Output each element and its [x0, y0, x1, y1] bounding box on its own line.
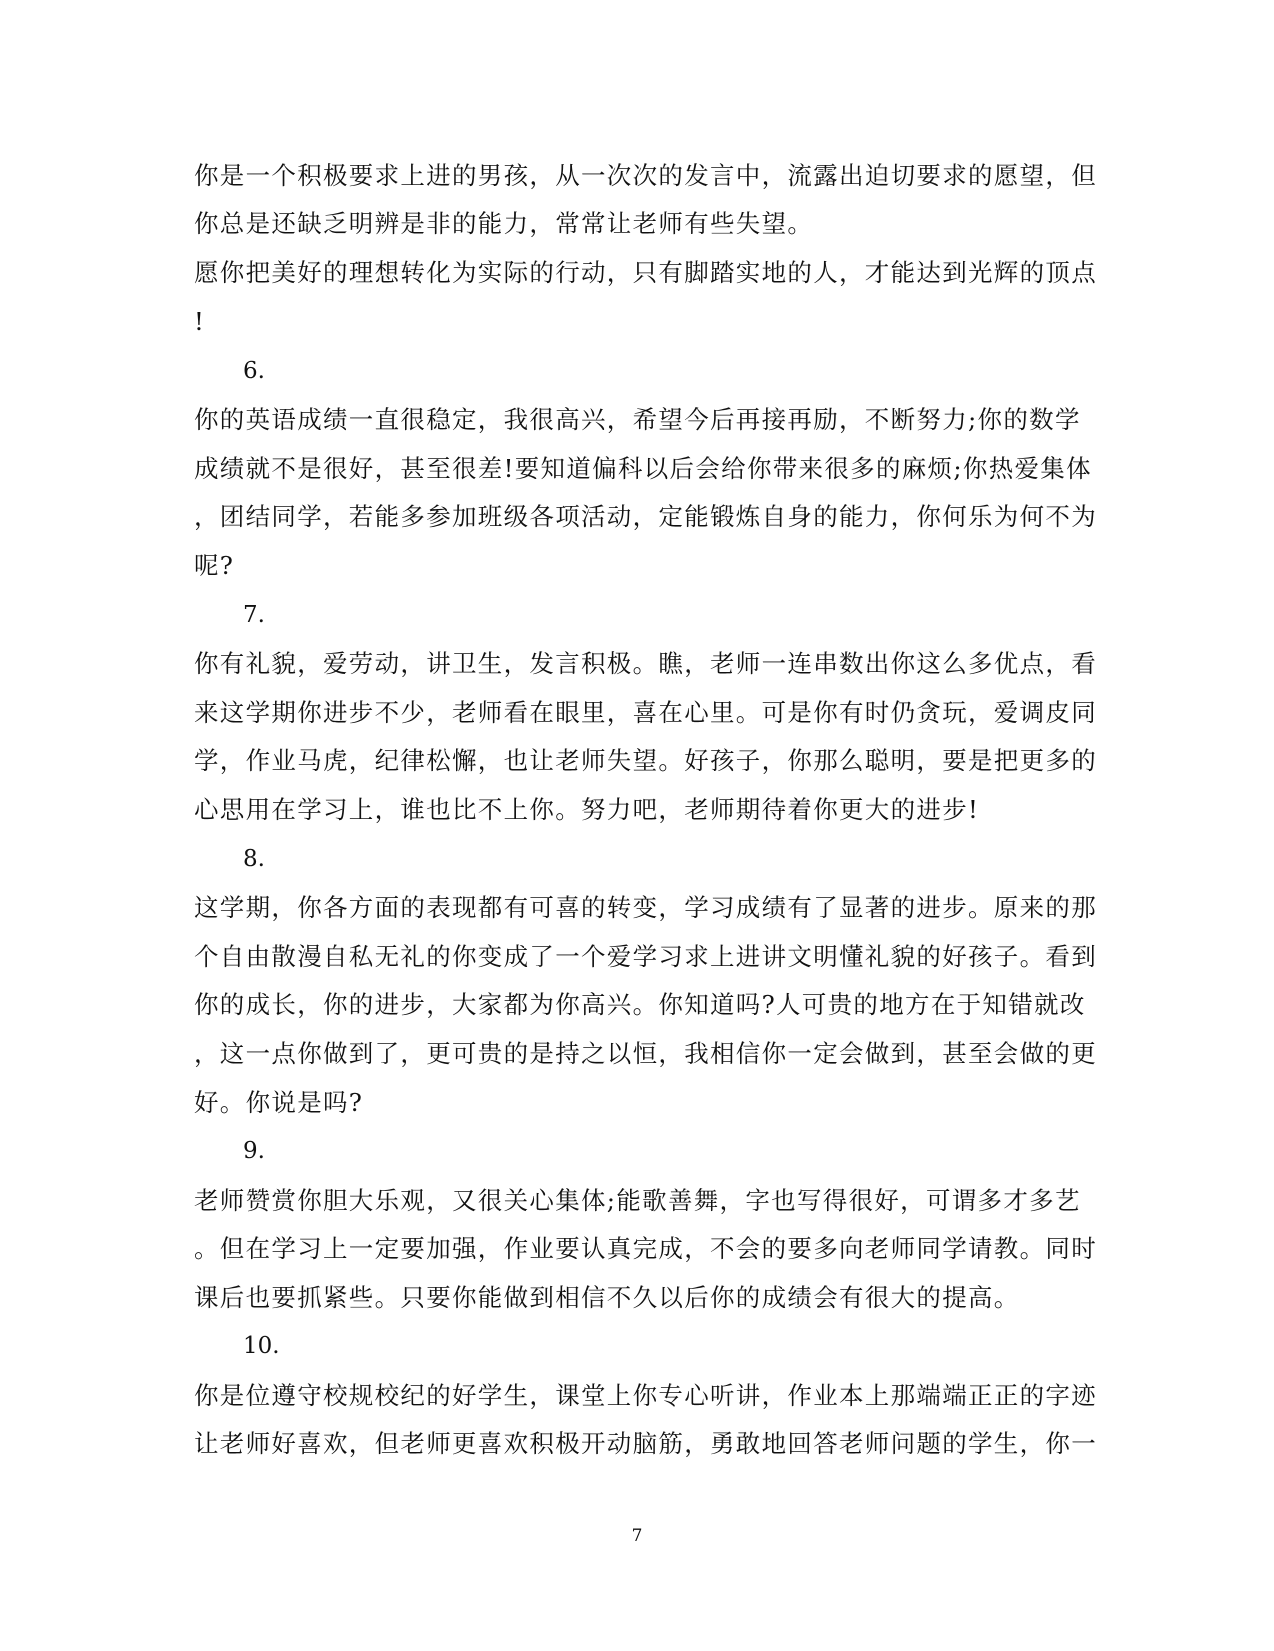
- text-line: 让老师好喜欢，但老师更喜欢积极开动脑筋，勇敢地回答老师问题的学生，你一: [194, 1429, 1097, 1458]
- item-number: 8.: [243, 846, 265, 872]
- text-line: 你是一个积极要求上进的男孩，从一次次的发言中，流露出迫切要求的愿望，但: [194, 161, 1097, 190]
- text-line: 学，作业马虎，纪律松懈，也让老师失望。好孩子，你那么聪明，要是把更多的: [194, 746, 1097, 775]
- item-number: 6.: [243, 358, 265, 384]
- text-line: ，这一点你做到了，更可贵的是持之以恒，我相信你一定会做到，甚至会做的更: [194, 1039, 1097, 1068]
- text-line: 这学期，你各方面的表现都有可喜的转变，学习成绩有了显著的进步。原来的那: [194, 893, 1097, 922]
- text-line: !: [194, 307, 206, 336]
- text-line: 好。你说是吗?: [194, 1088, 364, 1117]
- text-line: 你的成长，你的进步，大家都为你高兴。你知道吗?人可贵的地方在于知错就改: [194, 990, 1086, 1019]
- text-line: ，团结同学，若能多参加班级各项活动，定能锻炼自身的能力，你何乐为何不为: [194, 502, 1097, 531]
- text-line: 你有礼貌，爱劳动，讲卫生，发言积极。瞧，老师一连串数出你这么多优点，看: [194, 649, 1097, 678]
- text-line: 呢?: [194, 551, 235, 580]
- text-line: 个自由散漫自私无礼的你变成了一个爱学习求上进讲文明懂礼貌的好孩子。看到: [194, 942, 1097, 971]
- item-number: 10.: [243, 1333, 280, 1359]
- text-line: 。但在学习上一定要加强，作业要认真完成，不会的要多向老师同学请教。同时: [194, 1234, 1097, 1263]
- page-number: 7: [631, 1526, 643, 1546]
- text-line: 你是位遵守校规校纪的好学生，课堂上你专心听讲，作业本上那端端正正的字迹: [194, 1381, 1097, 1410]
- text-line: 你总是还缺乏明辨是非的能力，常常让老师有些失望。: [194, 209, 814, 238]
- text-line: 课后也要抓紧些。只要你能做到相信不久以后你的成绩会有很大的提高。: [194, 1283, 1020, 1312]
- text-line: 成绩就不是很好，甚至很差!要知道偏科以后会给你带来很多的麻烦;你热爱集体: [194, 454, 1092, 483]
- text-line: 心思用在学习上，谁也比不上你。努力吧，老师期待着你更大的进步!: [194, 795, 980, 824]
- text-line: 你的英语成绩一直很稳定，我很高兴，希望今后再接再励，不断努力;你的数学: [194, 405, 1081, 434]
- text-line: 愿你把美好的理想转化为实际的行动，只有脚踏实地的人，才能达到光辉的顶点: [194, 258, 1097, 287]
- item-number: 7.: [243, 602, 265, 628]
- text-line: 老师赞赏你胆大乐观，又很关心集体;能歌善舞，字也写得很好，可谓多才多艺: [194, 1186, 1081, 1215]
- item-number: 9.: [243, 1138, 265, 1164]
- text-line: 来这学期你进步不少，老师看在眼里，喜在心里。可是你有时仍贪玩，爱调皮同: [194, 698, 1097, 727]
